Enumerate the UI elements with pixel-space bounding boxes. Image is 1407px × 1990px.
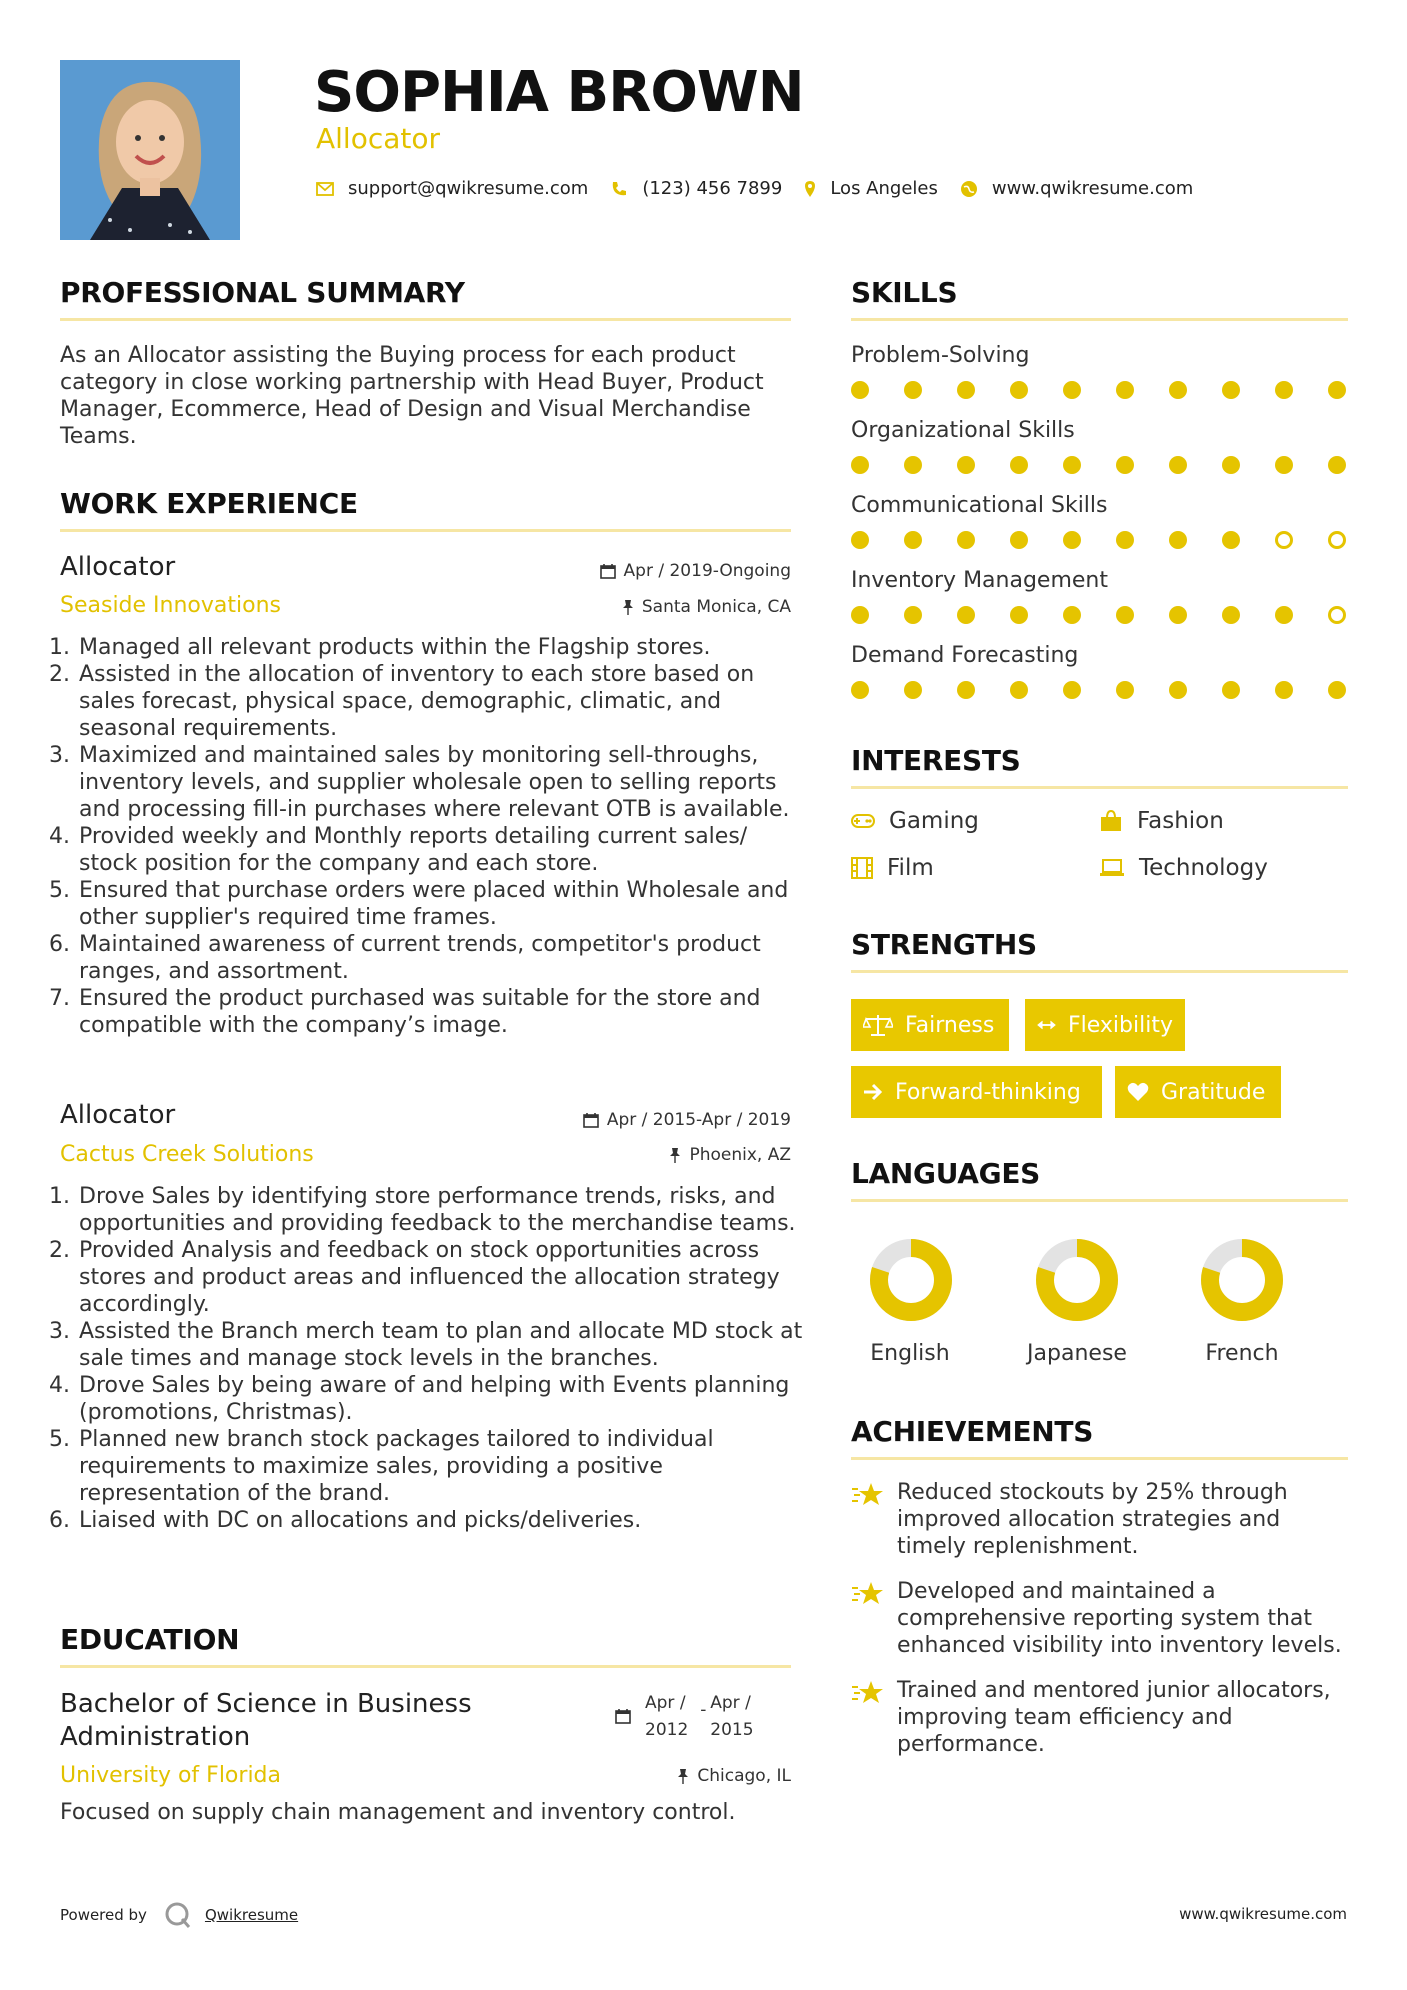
strengths-rule	[851, 970, 1348, 973]
skill-dot-filled	[1275, 456, 1293, 474]
school-name: University of Florida	[60, 1763, 281, 1788]
skill-dot-filled	[851, 606, 869, 624]
brand-link[interactable]: Qwikresume	[204, 1906, 299, 1924]
star-award-icon	[851, 1481, 885, 1509]
interest-label: Fashion	[1137, 808, 1224, 834]
calendar-icon	[600, 563, 616, 579]
language-rings	[851, 1225, 1348, 1335]
location-text: Los Angeles	[830, 178, 938, 199]
arrow-right-icon	[863, 1083, 883, 1101]
qwikresume-logo-icon	[163, 1900, 193, 1930]
skill-dot-filled	[957, 606, 975, 624]
job-duty: 7. Ensured the product purchased was suitable for the store and compatible with the company’s image.	[77, 985, 807, 1039]
skill-dot-filled	[851, 681, 869, 699]
job-title: Allocator	[60, 552, 176, 582]
job-duty: 1. Drove Sales by identifying store performance trends, risks, and opportunities and providing feedback to the merchandise teams.	[77, 1183, 807, 1237]
skill-dot-filled	[1116, 456, 1134, 474]
strengths-heading: STRENGTHS	[851, 928, 1037, 961]
pin-icon	[622, 599, 634, 615]
skill-dot-filled	[1063, 606, 1081, 624]
skill-dot-filled	[1010, 456, 1028, 474]
skill-dot-filled	[1063, 381, 1081, 399]
skill-dot-empty	[1275, 531, 1293, 549]
skill-rating	[851, 456, 1346, 474]
skill-name: Problem-Solving	[851, 343, 1030, 368]
job-location	[669, 1145, 791, 1165]
email-text: support@qwikresume.com	[348, 178, 589, 199]
heart-icon	[1127, 1082, 1149, 1102]
job-duty: 4. Drove Sales by being aware of and helping with Events planning (promotions, Christmas).	[77, 1372, 807, 1426]
gamepad-icon	[851, 814, 875, 828]
interest-item	[851, 855, 934, 881]
interest-item	[1099, 808, 1224, 834]
skill-dot-filled	[957, 681, 975, 699]
skill-rating	[851, 606, 1346, 624]
skill-dot-filled	[1275, 606, 1293, 624]
education-rule	[60, 1665, 791, 1668]
job-duty: 1. Managed all relevant products within the Flagship stores.	[77, 634, 807, 661]
skill-dot-filled	[1116, 381, 1134, 399]
website-text: www.qwikresume.com	[991, 178, 1194, 199]
skill-dot-filled	[957, 531, 975, 549]
star-award-icon	[851, 1580, 885, 1608]
language-name: French	[1205, 1341, 1279, 1366]
strength-tag	[851, 1066, 1102, 1118]
job-dates-text: Apr / 2019-Ongoing	[623, 561, 791, 581]
skills-heading: SKILLS	[851, 276, 958, 309]
skill-dot-filled	[1010, 531, 1028, 549]
skill-dot-filled	[851, 531, 869, 549]
balance-scale-icon	[863, 1014, 893, 1036]
contact-bar	[316, 178, 1215, 199]
skill-dot-filled	[904, 531, 922, 549]
skill-rating	[851, 531, 1346, 549]
achievement-text: Trained and mentored junior allocators, improving team efficiency and performance.	[897, 1678, 1331, 1757]
skill-dot-filled	[904, 456, 922, 474]
education-start-month: Apr /	[645, 1693, 686, 1713]
language-name: Japanese	[1027, 1341, 1127, 1366]
job-duty: 5. Planned new branch stock packages tailored to individual requirements to maximize sales, providing a positive representation of the brand.	[77, 1426, 807, 1507]
skill-dot-filled	[904, 381, 922, 399]
summary-rule	[60, 318, 791, 321]
skill-dot-filled	[1222, 681, 1240, 699]
powered-by-text: Powered by	[60, 1906, 147, 1924]
education-start-year: 2012	[645, 1720, 689, 1740]
contact-email[interactable]	[316, 178, 588, 199]
summary-line: As an Allocator assisting the Buying process for each product	[60, 343, 736, 368]
skill-dot-filled	[851, 381, 869, 399]
skill-dot-filled	[904, 681, 922, 699]
calendar-icon	[583, 1112, 599, 1128]
achievement-item	[851, 1677, 1351, 1758]
interest-item	[851, 808, 979, 834]
skill-name: Inventory Management	[851, 568, 1108, 593]
languages-heading: LANGUAGES	[851, 1157, 1041, 1190]
job-duties-list	[60, 634, 807, 1039]
skill-dot-filled	[1222, 456, 1240, 474]
achievement-text: Reduced stockouts by 25% through improved allocation strategies and timely replenishment.	[897, 1480, 1288, 1559]
skill-dot-filled	[957, 456, 975, 474]
skill-dot-filled	[1275, 381, 1293, 399]
footer-powered-by	[60, 1900, 298, 1930]
summary-line: Manager, Ecommerce, Head of Design and Visual Merchandise	[60, 397, 751, 422]
skill-dot-filled	[1169, 681, 1187, 699]
strength-tag	[1025, 999, 1185, 1051]
job-duty: 5. Ensured that purchase orders were placed within Wholesale and other supplier's required time frames.	[77, 877, 807, 931]
globe-icon	[960, 180, 978, 198]
company-name: Cactus Creek Solutions	[60, 1142, 314, 1167]
skill-dot-filled	[1222, 531, 1240, 549]
skill-dot-filled	[1222, 381, 1240, 399]
skill-dot-filled	[851, 456, 869, 474]
summary-line: Teams.	[60, 424, 137, 449]
achievements-heading: ACHIEVEMENTS	[851, 1415, 1094, 1448]
achievement-item	[851, 1578, 1351, 1659]
skill-dot-filled	[1328, 381, 1346, 399]
strength-tag	[851, 999, 1009, 1051]
job-location-text: Phoenix, AZ	[689, 1145, 791, 1165]
skill-dot-filled	[1116, 606, 1134, 624]
strength-label: Flexibility	[1068, 1012, 1173, 1038]
interest-label: Film	[887, 855, 934, 881]
skill-dot-filled	[1169, 531, 1187, 549]
job-dates	[600, 561, 791, 581]
skill-name: Demand Forecasting	[851, 643, 1079, 668]
skill-dot-filled	[1328, 681, 1346, 699]
skill-dot-filled	[1169, 606, 1187, 624]
skill-dot-filled	[1063, 681, 1081, 699]
skill-dot-filled	[1063, 531, 1081, 549]
job-duty: 6. Maintained awareness of current trends, competitor's product ranges, and assortment.	[77, 931, 807, 985]
skill-dot-filled	[1063, 456, 1081, 474]
pin-icon	[677, 1768, 689, 1784]
education-location	[677, 1766, 791, 1786]
strength-label: Fairness	[905, 1012, 995, 1038]
job-title: Allocator	[60, 1100, 176, 1130]
language-name: English	[870, 1341, 950, 1366]
achievements-rule	[851, 1457, 1348, 1460]
footer-website[interactable]: www.qwikresume.com	[1179, 1905, 1347, 1923]
job-duty: 4. Provided weekly and Monthly reports detailing current sales/ stock position for the company and each store.	[77, 823, 807, 877]
shopping-bag-icon	[1099, 810, 1123, 832]
job-location-text: Santa Monica, CA	[641, 597, 791, 617]
job-dates-text: Apr / 2015-Apr / 2019	[606, 1110, 791, 1130]
skills-rule	[851, 318, 1348, 321]
languages-rule	[851, 1199, 1348, 1202]
education-description: Focused on supply chain management and inventory control.	[60, 1800, 736, 1825]
film-icon	[851, 857, 873, 879]
skill-name: Communicational Skills	[851, 493, 1108, 518]
company-name: Seaside Innovations	[60, 593, 281, 618]
education-end-year: 2015	[710, 1720, 754, 1740]
job-duty: 6. Liaised with DC on allocations and picks/deliveries.	[77, 1507, 807, 1534]
skill-dot-filled	[1169, 456, 1187, 474]
contact-phone[interactable]	[610, 178, 782, 199]
strength-label: Forward-thinking	[895, 1079, 1081, 1105]
calendar-icon	[615, 1708, 631, 1724]
interests-heading: INTERESTS	[851, 744, 1021, 777]
skill-dot-filled	[1222, 606, 1240, 624]
laptop-icon	[1099, 859, 1125, 877]
degree-title	[60, 1688, 472, 1754]
skill-dot-filled	[1010, 381, 1028, 399]
skill-dot-filled	[1116, 681, 1134, 699]
skill-dot-filled	[1328, 456, 1346, 474]
summary-text	[60, 342, 800, 450]
achievement-item	[851, 1479, 1351, 1560]
degree-line: Bachelor of Science in Business	[60, 1689, 472, 1719]
education-end-month: Apr /	[710, 1693, 751, 1713]
interests-rule	[851, 786, 1348, 789]
pin-icon	[669, 1147, 681, 1163]
education-heading: EDUCATION	[60, 1623, 240, 1656]
star-award-icon	[851, 1679, 885, 1707]
summary-line: category in close working partnership with Head Buyer, Product	[60, 370, 764, 395]
skill-dot-filled	[957, 381, 975, 399]
contact-location	[804, 178, 938, 199]
job-location	[622, 597, 791, 617]
degree-line: Administration	[60, 1722, 251, 1752]
arrows-horizontal-icon	[1037, 1018, 1056, 1032]
candidate-job-title: Allocator	[316, 122, 441, 155]
skill-dot-empty	[1328, 606, 1346, 624]
job-duty: 2. Assisted in the allocation of inventory to each store based on sales forecast, physical space, demographic, climatic, and seasonal requirements.	[77, 661, 807, 742]
contact-website[interactable]	[960, 178, 1193, 199]
experience-heading: WORK EXPERIENCE	[60, 487, 358, 520]
skill-rating	[851, 681, 1346, 699]
job-duties-list	[60, 1183, 807, 1534]
interest-item	[1099, 855, 1268, 881]
skill-dot-filled	[1275, 681, 1293, 699]
envelope-icon	[316, 182, 334, 196]
skill-rating	[851, 381, 1346, 399]
job-dates	[583, 1110, 791, 1130]
skill-dot-empty	[1328, 531, 1346, 549]
map-marker-icon	[804, 180, 816, 198]
strength-tag	[1115, 1066, 1281, 1118]
skill-dot-filled	[1116, 531, 1134, 549]
strength-label: Gratitude	[1161, 1079, 1266, 1105]
candidate-name: SOPHIA BROWN	[314, 60, 804, 125]
job-duty: 3. Maximized and maintained sales by monitoring sell-throughs, inventory levels, and supplier wholesale open to selling reports and processing fill-in purchases where relevant OTB is available.	[77, 742, 807, 823]
summary-heading: PROFESSIONAL SUMMARY	[60, 276, 465, 309]
skill-dot-filled	[1169, 381, 1187, 399]
phone-icon	[610, 180, 628, 198]
education-location-text: Chicago, IL	[697, 1766, 791, 1786]
skill-dot-filled	[1010, 606, 1028, 624]
job-duty: 3. Assisted the Branch merch team to plan and allocate MD stock at sale times and manage stock levels in the branches.	[77, 1318, 807, 1372]
interest-label: Technology	[1139, 855, 1268, 881]
job-duty: 2. Provided Analysis and feedback on stock opportunities across stores and product areas and influenced the allocation strategy accordingly.	[77, 1237, 807, 1318]
skill-dot-filled	[904, 606, 922, 624]
education-dates: Apr / 2012 - Apr / 2015	[615, 1690, 754, 1744]
interest-label: Gaming	[889, 808, 979, 834]
experience-rule	[60, 529, 791, 532]
skill-dot-filled	[1010, 681, 1028, 699]
profile-photo	[60, 60, 240, 240]
achievement-text: Developed and maintained a comprehensive reporting system that enhanced visibility into inventory levels.	[897, 1579, 1342, 1658]
skill-name: Organizational Skills	[851, 418, 1075, 443]
phone-text: (123) 456 7899	[642, 178, 783, 199]
